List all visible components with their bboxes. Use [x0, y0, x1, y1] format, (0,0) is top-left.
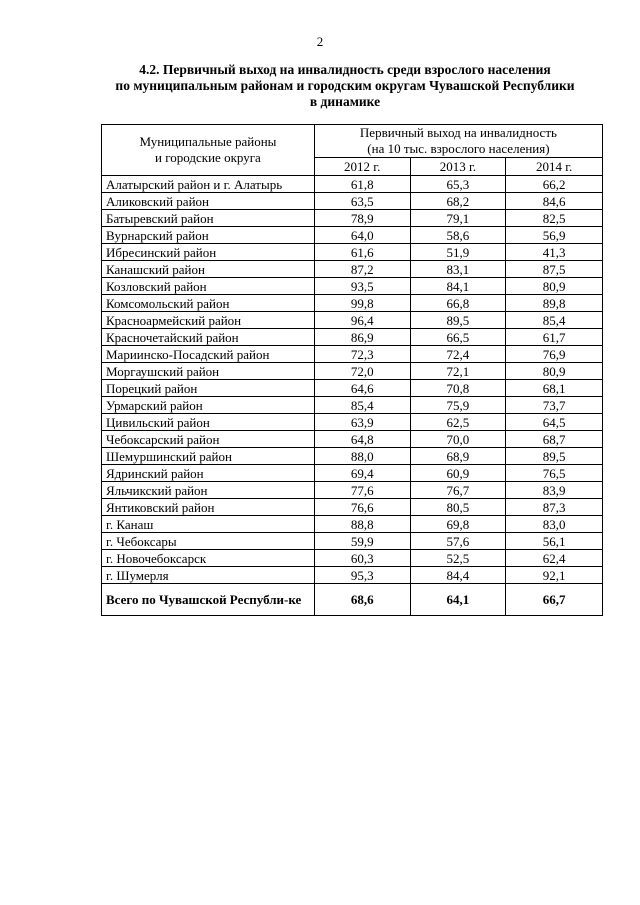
- value-2014-cell: 62,4: [506, 550, 603, 567]
- table-row: [102, 278, 603, 295]
- value-2014-cell: 64,5: [506, 414, 603, 431]
- value-2012-cell: 61,6: [314, 244, 410, 261]
- region-cell: г. Новочебоксарск: [102, 550, 315, 567]
- value-2013-cell: 84,1: [410, 278, 506, 295]
- table-row: [102, 244, 603, 261]
- year-header-2014: 2014 г.: [506, 158, 603, 176]
- value-2013-cell: 60,9: [410, 465, 506, 482]
- table-body: [102, 176, 603, 616]
- table-row: [102, 414, 603, 431]
- region-header-line-2: и городские округа: [155, 150, 261, 165]
- value-2012-cell: 86,9: [314, 329, 410, 346]
- region-cell: Моргаушский район: [102, 363, 315, 380]
- value-2013-cell: 75,9: [410, 397, 506, 414]
- value-2013-cell: 57,6: [410, 533, 506, 550]
- year-header-2012: 2012 г.: [314, 158, 410, 176]
- value-2014-cell: 85,4: [506, 312, 603, 329]
- value-2013-cell: 58,6: [410, 227, 506, 244]
- region-cell: Козловский район: [102, 278, 315, 295]
- value-2012-cell: 64,0: [314, 227, 410, 244]
- value-2014-cell: 76,9: [506, 346, 603, 363]
- region-cell: Мариинско-Посадский район: [102, 346, 315, 363]
- value-2014-cell: 41,3: [506, 244, 603, 261]
- region-column-header: [102, 125, 315, 176]
- total-2012-cell: 68,6: [314, 584, 410, 616]
- value-2013-cell: 68,2: [410, 193, 506, 210]
- region-cell: Канашский район: [102, 261, 315, 278]
- value-2014-cell: 66,2: [506, 176, 603, 193]
- year-header-2013: 2013 г.: [410, 158, 506, 176]
- table-row: [102, 346, 603, 363]
- value-2012-cell: 60,3: [314, 550, 410, 567]
- table-row: [102, 567, 603, 584]
- region-header-line-1: Муниципальные районы: [139, 134, 277, 149]
- value-2013-cell: 51,9: [410, 244, 506, 261]
- value-2013-cell: 66,5: [410, 329, 506, 346]
- table-row: [102, 448, 603, 465]
- value-2013-cell: 80,5: [410, 499, 506, 516]
- total-2013-cell: 64,1: [410, 584, 506, 616]
- value-2014-cell: 68,1: [506, 380, 603, 397]
- value-2012-cell: 78,9: [314, 210, 410, 227]
- table-row: [102, 261, 603, 278]
- table-row: [102, 210, 603, 227]
- region-cell: Урмарский район: [102, 397, 315, 414]
- region-cell: Янтиковский район: [102, 499, 315, 516]
- value-2012-cell: 63,9: [314, 414, 410, 431]
- table-row: [102, 329, 603, 346]
- table-title: [90, 62, 600, 110]
- value-2013-cell: 68,9: [410, 448, 506, 465]
- value-2014-cell: 56,1: [506, 533, 603, 550]
- value-2014-cell: 92,1: [506, 567, 603, 584]
- value-2013-cell: 70,0: [410, 431, 506, 448]
- value-2014-cell: 83,0: [506, 516, 603, 533]
- table-row: [102, 516, 603, 533]
- table-row: [102, 431, 603, 448]
- value-2014-cell: 76,5: [506, 465, 603, 482]
- region-cell: г. Канаш: [102, 516, 315, 533]
- value-2012-cell: 88,0: [314, 448, 410, 465]
- table-row: [102, 482, 603, 499]
- region-cell: Порецкий район: [102, 380, 315, 397]
- metric-header-line-1: Первичный выход на инвалидность: [359, 125, 557, 140]
- region-cell: Яльчикский район: [102, 482, 315, 499]
- table-row: [102, 227, 603, 244]
- value-2014-cell: 89,8: [506, 295, 603, 312]
- region-cell: Чебоксарский район: [102, 431, 315, 448]
- region-cell: Алатырский район и г. Алатырь: [102, 176, 315, 193]
- total-2014-cell: 66,7: [506, 584, 603, 616]
- value-2013-cell: 72,1: [410, 363, 506, 380]
- value-2014-cell: 83,9: [506, 482, 603, 499]
- total-region-cell: Всего по Чувашской Республи-ке: [102, 584, 315, 616]
- page-number: 2: [316, 34, 324, 49]
- value-2013-cell: 52,5: [410, 550, 506, 567]
- value-2012-cell: 69,4: [314, 465, 410, 482]
- value-2012-cell: 87,2: [314, 261, 410, 278]
- value-2014-cell: 84,6: [506, 193, 603, 210]
- value-2012-cell: 85,4: [314, 397, 410, 414]
- table-row: [102, 533, 603, 550]
- value-2012-cell: 76,6: [314, 499, 410, 516]
- value-2013-cell: 84,4: [410, 567, 506, 584]
- table-row: [102, 176, 603, 193]
- region-cell: Комсомольский район: [102, 295, 315, 312]
- title-line-3: в динамике: [309, 94, 381, 109]
- region-cell: Ядринский район: [102, 465, 315, 482]
- value-2012-cell: 88,8: [314, 516, 410, 533]
- title-line-2: по муниципальным районам и городским округам Чувашской Республики: [115, 78, 575, 93]
- value-2012-cell: 64,8: [314, 431, 410, 448]
- header-row: [102, 125, 603, 158]
- table-row: [102, 397, 603, 414]
- value-2013-cell: 83,1: [410, 261, 506, 278]
- region-cell: Шемуршинский район: [102, 448, 315, 465]
- region-cell: Аликовский район: [102, 193, 315, 210]
- region-cell: Батыревский район: [102, 210, 315, 227]
- value-2012-cell: 72,3: [314, 346, 410, 363]
- title-line-1: 4.2. Первичный выход на инвалидность среди взрослого населения: [139, 62, 551, 77]
- value-2013-cell: 76,7: [410, 482, 506, 499]
- table-row: [102, 380, 603, 397]
- value-2013-cell: 89,5: [410, 312, 506, 329]
- value-2014-cell: 56,9: [506, 227, 603, 244]
- region-cell: Красночетайский район: [102, 329, 315, 346]
- table-row: [102, 499, 603, 516]
- metric-header-line-2: (на 10 тыс. взрослого населения): [367, 141, 550, 156]
- value-2012-cell: 77,6: [314, 482, 410, 499]
- total-row: [102, 584, 603, 616]
- value-2012-cell: 96,4: [314, 312, 410, 329]
- value-2013-cell: 66,8: [410, 295, 506, 312]
- disability-table: [101, 124, 603, 616]
- value-2014-cell: 87,3: [506, 499, 603, 516]
- value-2012-cell: 64,6: [314, 380, 410, 397]
- value-2014-cell: 80,9: [506, 278, 603, 295]
- value-2014-cell: 87,5: [506, 261, 603, 278]
- table-row: [102, 295, 603, 312]
- value-2013-cell: 65,3: [410, 176, 506, 193]
- table-row: [102, 465, 603, 482]
- value-2014-cell: 61,7: [506, 329, 603, 346]
- value-2013-cell: 70,8: [410, 380, 506, 397]
- value-2013-cell: 72,4: [410, 346, 506, 363]
- value-2014-cell: 89,5: [506, 448, 603, 465]
- table-row: [102, 363, 603, 380]
- value-2012-cell: 93,5: [314, 278, 410, 295]
- region-cell: Ибресинский район: [102, 244, 315, 261]
- region-cell: г. Шумерля: [102, 567, 315, 584]
- metric-column-header: [314, 125, 602, 158]
- value-2012-cell: 63,5: [314, 193, 410, 210]
- region-cell: г. Чебоксары: [102, 533, 315, 550]
- table-row: [102, 193, 603, 210]
- value-2012-cell: 72,0: [314, 363, 410, 380]
- value-2013-cell: 62,5: [410, 414, 506, 431]
- value-2012-cell: 61,8: [314, 176, 410, 193]
- region-cell: Вурнарский район: [102, 227, 315, 244]
- value-2014-cell: 80,9: [506, 363, 603, 380]
- value-2013-cell: 69,8: [410, 516, 506, 533]
- value-2014-cell: 68,7: [506, 431, 603, 448]
- table-row: [102, 312, 603, 329]
- value-2012-cell: 99,8: [314, 295, 410, 312]
- value-2012-cell: 59,9: [314, 533, 410, 550]
- table-row: [102, 550, 603, 567]
- value-2014-cell: 82,5: [506, 210, 603, 227]
- value-2013-cell: 79,1: [410, 210, 506, 227]
- value-2012-cell: 95,3: [314, 567, 410, 584]
- region-cell: Красноармейский район: [102, 312, 315, 329]
- region-cell: Цивильский район: [102, 414, 315, 431]
- value-2014-cell: 73,7: [506, 397, 603, 414]
